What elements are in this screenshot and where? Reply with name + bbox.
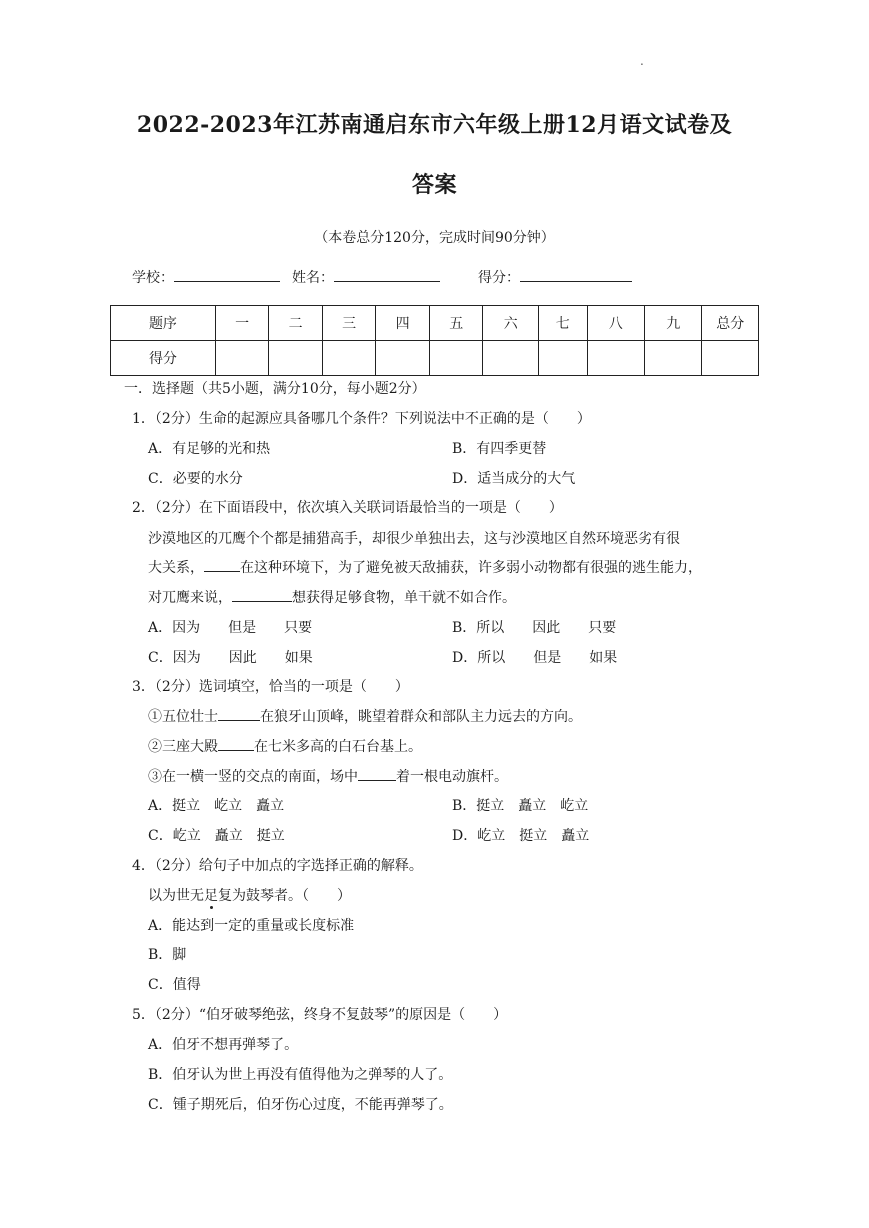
- score-cell[interactable]: [702, 341, 759, 376]
- q1-option-c: C．必要的水分: [148, 471, 243, 487]
- score-cell[interactable]: [483, 341, 538, 376]
- score-label: 得分：: [478, 270, 520, 286]
- q1-option-b: B．有四季更替: [452, 441, 547, 457]
- q4-sentence: [148, 885, 351, 905]
- header-cell: 三: [322, 306, 376, 341]
- q1-stem: 1．（2分）生命的起源应具备哪几个条件？下列说法中不正确的是（ ）: [132, 411, 591, 427]
- school-blank[interactable]: [174, 267, 280, 282]
- name-blank[interactable]: [334, 267, 440, 282]
- q5-option-a: A．伯牙不想再弹琴了。: [148, 1037, 299, 1053]
- header-cell: 六: [483, 306, 538, 341]
- score-cell[interactable]: [429, 341, 483, 376]
- page-title: 2022-2023年江苏南通启东市六年级上册12月语文试卷及: [136, 112, 733, 138]
- q2-passage-text: 大关系，: [148, 560, 204, 576]
- q2-stem: 2．（2分）在下面语段中，依次填入关联词语最恰当的一项是（ ）: [132, 500, 563, 516]
- score-cell[interactable]: [376, 341, 430, 376]
- q5-option-b: B．伯牙认为世上再没有值得他为之弹琴的人了。: [148, 1067, 453, 1083]
- q5-option-c: C．锺子期死后，伯牙伤心过度，不能再弹琴了。: [148, 1097, 453, 1113]
- score-cell[interactable]: [538, 341, 587, 376]
- q3-option-b: B．挺立 矗立 屹立: [452, 798, 589, 814]
- q3-blank-1[interactable]: [218, 706, 260, 721]
- q2-passage-text: 对兀鹰来说，: [148, 590, 232, 606]
- header-cell: 二: [269, 306, 323, 341]
- q2-option-d: D．所以 但是 如果: [452, 650, 618, 666]
- q4-option-c: C．值得: [148, 977, 201, 993]
- header-cell: 四: [376, 306, 430, 341]
- header-cell: 题序: [111, 306, 216, 341]
- q4-dotted-char: 足: [204, 888, 218, 904]
- q2-option-a: A．因为 但是 只要: [148, 620, 313, 636]
- name-field: [292, 267, 440, 287]
- q3-sentence-text: 在狼牙山顶峰，眺望着群众和部队主力远去的方向。: [260, 709, 582, 725]
- q4-option-a: A．能达到一定的重量或长度标准: [148, 918, 355, 934]
- q3-stem: 3．（2分）选词填空，恰当的一项是（ ）: [132, 679, 409, 695]
- q3-sentence-text: ③在一横一竖的交点的南面，场中: [148, 769, 358, 785]
- name-label: 姓名：: [292, 270, 334, 286]
- corner-mark: .: [640, 54, 644, 68]
- page-title-line2: 答案: [411, 172, 457, 198]
- exam-subtitle: （本卷总分120分，完成时间90分钟）: [314, 230, 555, 246]
- q2-passage-line3: [148, 587, 516, 607]
- score-cell[interactable]: [644, 341, 701, 376]
- score-table-header: [111, 306, 759, 341]
- header-cell: 九: [644, 306, 701, 341]
- row-label: 得分: [111, 341, 216, 376]
- score-blank[interactable]: [520, 267, 632, 282]
- q4-sentence-text: 复为鼓琴者。（ ）: [218, 888, 351, 904]
- score-table: [110, 305, 759, 376]
- q2-blank-2[interactable]: [232, 587, 292, 602]
- q3-blank-3[interactable]: [358, 766, 396, 781]
- q2-passage-line2: [148, 557, 702, 577]
- q3-blank-2[interactable]: [218, 736, 254, 751]
- q3-sentence-2: [148, 736, 422, 756]
- score-cell[interactable]: [322, 341, 376, 376]
- q3-sentence-text: ①五位壮士: [148, 709, 218, 725]
- header-cell: 五: [429, 306, 483, 341]
- q1-option-a: A．有足够的光和热: [148, 441, 271, 457]
- score-cell[interactable]: [269, 341, 323, 376]
- q2-option-c: C．因为 因此 如果: [148, 650, 313, 666]
- score-field: [478, 267, 632, 287]
- school-label: 学校：: [132, 270, 174, 286]
- score-cell[interactable]: [587, 341, 644, 376]
- q1-option-d: D．适当成分的大气: [452, 471, 576, 487]
- school-field: [132, 267, 280, 287]
- q3-option-a: A．挺立 屹立 矗立: [148, 798, 285, 814]
- q3-sentence-text: ②三座大殿: [148, 739, 218, 755]
- q3-sentence-text: 着一根电动旗杆。: [396, 769, 508, 785]
- q5-stem: 5．（2分）“伯牙破琴绝弦，终身不复鼓琴”的原因是（ ）: [132, 1007, 508, 1023]
- score-cell[interactable]: [215, 341, 269, 376]
- q2-passage-line1: 沙漠地区的兀鹰个个都是捕猎高手，却很少单独出去，这与沙漠地区自然环境恶劣有很: [148, 531, 680, 547]
- header-cell: 八: [587, 306, 644, 341]
- q2-passage-text: 在这种环境下，为了避免被天敌捕获，许多弱小动物都有很强的逃生能力，: [240, 560, 702, 576]
- score-table-row: [111, 341, 759, 376]
- header-cell: 一: [215, 306, 269, 341]
- q2-passage-text: 想获得足够食物，单干就不如合作。: [292, 590, 516, 606]
- section-heading: 一．选择题（共5小题，满分10分，每小题2分）: [124, 381, 426, 397]
- q3-option-c: C．屹立 矗立 挺立: [148, 828, 285, 844]
- q4-sentence-text: 以为世无: [148, 888, 204, 904]
- q3-option-d: D．屹立 挺立 矗立: [452, 828, 590, 844]
- header-cell: 七: [538, 306, 587, 341]
- q3-sentence-text: 在七米多高的白石台基上。: [254, 739, 422, 755]
- q2-blank-1[interactable]: [204, 557, 240, 572]
- q4-option-b: B．脚: [148, 947, 187, 963]
- header-cell: 总分: [702, 306, 759, 341]
- q3-sentence-1: [148, 706, 582, 726]
- q2-option-b: B．所以 因此 只要: [452, 620, 617, 636]
- q3-sentence-3: [148, 766, 508, 786]
- q4-stem: 4．（2分）给句子中加点的字选择正确的解释。: [132, 858, 423, 874]
